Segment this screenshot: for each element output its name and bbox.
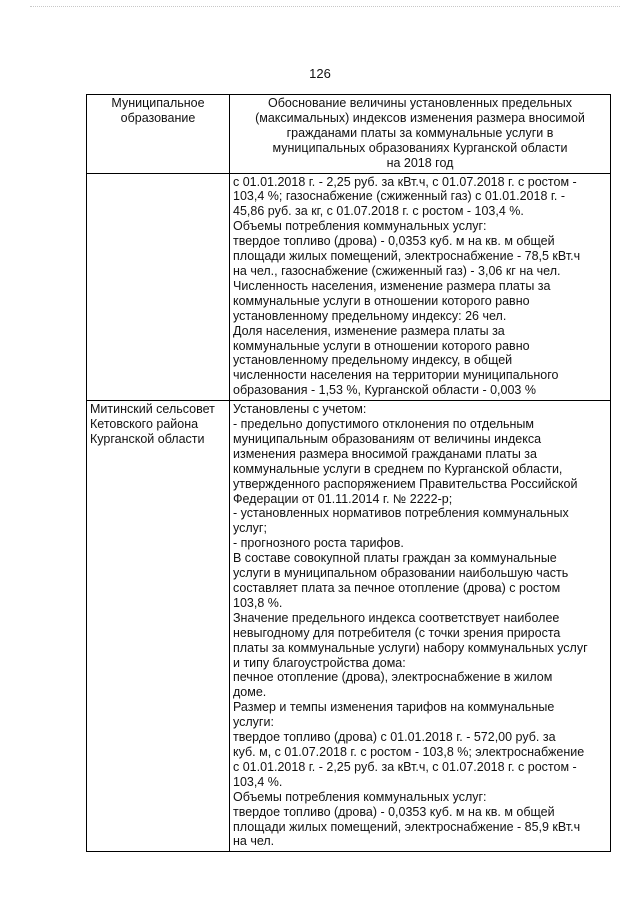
text-line: куб. м, с 01.07.2018 г. с ростом - 103,8 %; электроснабжение: [233, 744, 585, 759]
header-text-line: Муниципальное: [111, 96, 205, 110]
text-line: муниципальным образованиям от величины индекса: [233, 431, 542, 446]
text-line: образования - 1,53 %, Курганской области - 0,003 %: [233, 383, 536, 398]
table-row-mitinsky: [87, 401, 611, 852]
text-line: печное отопление (дрова), электроснабжение в жилом: [233, 670, 553, 685]
text-line: установленному предельному индексу, в общей: [233, 353, 513, 368]
text-line: коммунальные услуги в среднем по Курганской области,: [233, 461, 563, 476]
text-line: на чел.: [233, 834, 275, 849]
text-line: Курганской области: [90, 431, 205, 446]
text-line: утвержденного распоряжением Правительства Российской: [233, 476, 578, 491]
justification-cell: [230, 173, 611, 401]
header-text-line: образование: [120, 110, 196, 125]
text-line: услуги в муниципальном образовании наибольшую часть: [233, 566, 569, 581]
table-row-continuation: [87, 173, 611, 401]
header-text-line: Обоснование величины установленных предельных: [268, 96, 572, 110]
text-line: Значение предельного индекса соответствует наиболее: [233, 610, 560, 625]
text-line: Кетовского района: [90, 417, 199, 432]
header-text-line: на 2018 год: [386, 155, 454, 170]
text-line: Численность населения, изменение размера платы за: [233, 278, 551, 293]
text-line: твердое топливо (дрова) - 0,0353 куб. м на кв. м общей: [233, 234, 555, 249]
header-text-line: (максимальных) индексов изменения размера вносимой: [255, 110, 585, 125]
header-municipality-cell: [87, 95, 230, 174]
text-line: 103,8 %.: [233, 595, 283, 610]
text-line: площади жилых помещений, электроснабжение - 85,9 кВт.ч: [233, 819, 581, 834]
text-line: Митинский сельсовет: [90, 402, 215, 417]
header-text-line: муниципальных образованиях Курганской области: [272, 140, 568, 155]
municipality-cell-empty: [87, 173, 230, 401]
text-line: изменения размера вносимой гражданами платы за: [233, 446, 537, 461]
text-line: площади жилых помещений, электроснабжение - 78,5 кВт.ч: [233, 249, 581, 264]
text-line: твердое топливо (дрова) - 0,0353 куб. м на кв. м общей: [233, 804, 555, 819]
text-line: 103,4 %.: [233, 774, 283, 789]
text-line: - установленных нормативов потребления коммунальных: [233, 506, 569, 521]
text-line: - прогнозного роста тарифов.: [233, 536, 404, 551]
text-line: услуг;: [233, 521, 267, 536]
text-line: с 01.01.2018 г. - 2,25 руб. за кВт.ч, с 01.07.2018 г. с ростом -: [233, 174, 577, 189]
text-line: твердое топливо (дрова) с 01.01.2018 г. - 572,00 руб. за: [233, 730, 556, 745]
text-line: платы за коммунальные услуги) набору коммунальных услуг: [233, 640, 588, 655]
table-header-row: [87, 95, 611, 174]
text-line: численности населения на территории муниципального: [233, 368, 559, 383]
text-line: коммунальные услуги в отношении которого равно: [233, 338, 530, 353]
text-line: доме.: [233, 685, 267, 700]
text-line: коммунальные услуги в отношении которого равно: [233, 293, 530, 308]
scan-artifact-line: [30, 6, 620, 11]
text-line: Доля населения, изменение размера платы за: [233, 323, 505, 338]
text-line: установленному предельному индексу: 26 чел.: [233, 308, 507, 323]
text-line: Объемы потребления коммунальных услуг:: [233, 789, 487, 804]
text-line: Объемы потребления коммунальных услуг:: [233, 219, 487, 234]
text-line: - предельно допустимого отклонения по отдельным: [233, 417, 535, 432]
header-text-line: гражданами платы за коммунальные услуги в: [286, 125, 554, 140]
text-line: составляет плата за печное отопление (дрова) с ростом: [233, 581, 561, 595]
page-number: 126: [309, 66, 331, 81]
text-line: 103,4 %; газоснабжение (сжиженный газ) с 01.01.2018 г. -: [233, 189, 566, 204]
header-justification-cell: [230, 95, 611, 174]
text-line: услуги:: [233, 715, 274, 730]
text-line: Размер и темпы изменения тарифов на коммунальные: [233, 700, 555, 715]
text-line: на чел., газоснабжение (сжиженный газ) - 3,06 кг на чел.: [233, 263, 561, 278]
text-line: невыгодному для потребителя (с точки зрения прироста: [233, 625, 561, 640]
text-line: В составе совокупной платы граждан за коммунальные: [233, 551, 557, 566]
text-line: с 01.01.2018 г. - 2,25 руб. за кВт.ч, с 01.07.2018 г. с ростом -: [233, 759, 577, 774]
tariff-justification-table: [86, 94, 611, 852]
municipality-cell: [87, 401, 230, 852]
text-line: Установлены с учетом:: [233, 402, 367, 417]
text-line: и типу благоустройства дома:: [233, 655, 406, 670]
text-line: Федерации от 01.11.2014 г. № 2222-р;: [233, 491, 453, 506]
text-line: 45,86 руб. за кг, с 01.07.2018 г. с ростом - 103,4 %.: [233, 204, 524, 219]
justification-cell: [230, 401, 611, 852]
